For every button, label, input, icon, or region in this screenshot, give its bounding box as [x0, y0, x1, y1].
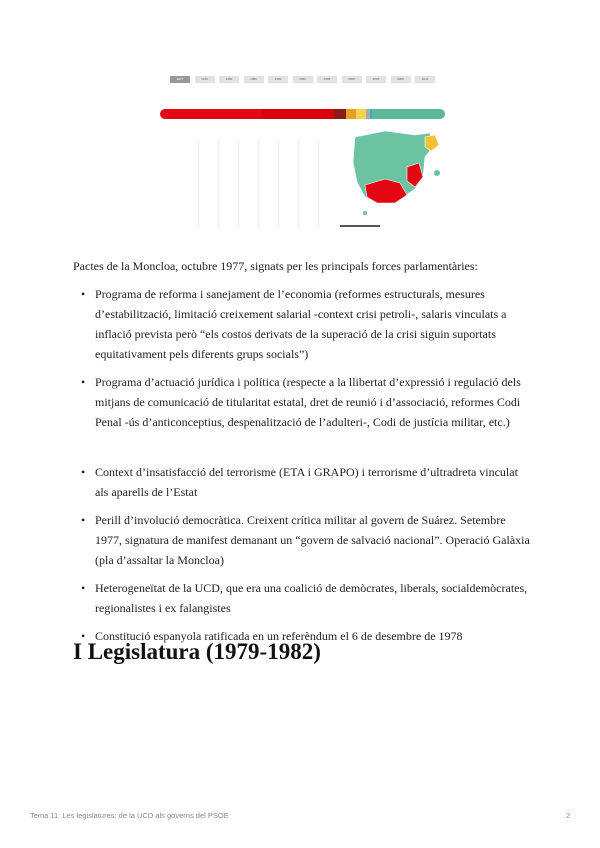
year-tab-2011[interactable]: 2011 — [415, 76, 435, 83]
list-item: • Programa de reforma i sanejament de l’economia (reformes estructurals, mesures d’estabilització, limitació creixement salarial -context crisi petroli-, salaris vinculats a inflació prevista però “els costos derivats de la superació de la crisi siguin suportats equitativament pels diferents grups socials”) — [95, 284, 533, 364]
year-selector — [170, 76, 438, 84]
seat-segment-pce — [334, 109, 346, 119]
gridline — [278, 140, 279, 228]
year-tab-1977[interactable]: 1977 — [170, 76, 190, 83]
gridline — [258, 140, 259, 228]
year-tab-2000[interactable]: 2000 — [342, 76, 362, 83]
bullet-list-2 — [73, 462, 533, 646]
intro-paragraph: Pactes de la Moncloa, octubre 1977, signats per les principals forces parlamentàries: — [73, 259, 478, 273]
seat-segment-psoe — [262, 109, 335, 119]
year-tab-1989[interactable]: 1989 — [268, 76, 288, 83]
bullet-list-1 — [73, 284, 533, 432]
footer-title: Tema 11: Les legislatures: de la UCD als governs del PSOE — [30, 811, 229, 820]
list-item: • Constitució espanyola ratificada en un referèndum el 6 de desembre de 1978 — [95, 626, 533, 646]
section-heading: I Legislatura (1979-1982) — [73, 639, 321, 664]
year-tab-1982[interactable]: 1982 — [219, 76, 239, 83]
year-tab-2004[interactable]: 2004 — [366, 76, 386, 83]
year-tab-1996[interactable]: 1996 — [317, 76, 337, 83]
gridline — [198, 140, 199, 228]
list-item: • Context d’insatisfacció del terrorisme (ETA i GRAPO) i terrorisme d’ultradreta vinculat als aparells de l’Estat — [95, 462, 533, 502]
seat-distribution-bar — [160, 109, 445, 119]
list-item: • Programa d’actuació jurídica i política (respecte a la llibertat d’expressió i regulació dels mitjans de comunicació de titularitat estatal, dret de reunió i d’associació, reformes Codi Penal -ús d’anticonceptius, despenalització de l’adulteri-, Codi de justícia militar, etc.) — [95, 372, 533, 432]
scale-bar — [340, 225, 380, 227]
year-tab-1979[interactable]: 1979 — [195, 76, 215, 83]
year-tab-1993[interactable]: 1993 — [293, 76, 313, 83]
year-tab-2008[interactable]: 2008 — [391, 76, 411, 83]
map-balearic-islands — [434, 170, 440, 176]
seat-segment-ucd — [160, 109, 262, 119]
map-canary-islands — [363, 211, 367, 215]
map-yellow-region — [425, 135, 439, 151]
seat-segment-rest — [372, 109, 445, 119]
page-number: 2 — [566, 811, 571, 820]
list-item: • Perill d’involució democràtica. Creixent crítica militar al govern de Suárez. Setembre 1977, signatura de manifest demanant un “govern de salvació nacional”. Operació Galàxia (pla d’assaltar la Moncloa) — [95, 510, 533, 570]
year-tab-1986[interactable]: 1986 — [244, 76, 264, 83]
gridline — [218, 140, 219, 228]
gridline — [298, 140, 299, 228]
list-item: • Heterogeneïtat de la UCD, que era una coalició de demòcrates, liberals, socialdemòcrates, regionalistes i ex falangistes — [95, 578, 533, 618]
seat-segment-others — [356, 109, 366, 119]
spain-map — [345, 127, 445, 217]
gridline — [238, 140, 239, 228]
seat-segment-ap — [346, 109, 356, 119]
document-body — [73, 256, 533, 654]
gridline — [318, 140, 319, 228]
election-results-figure — [160, 72, 445, 240]
